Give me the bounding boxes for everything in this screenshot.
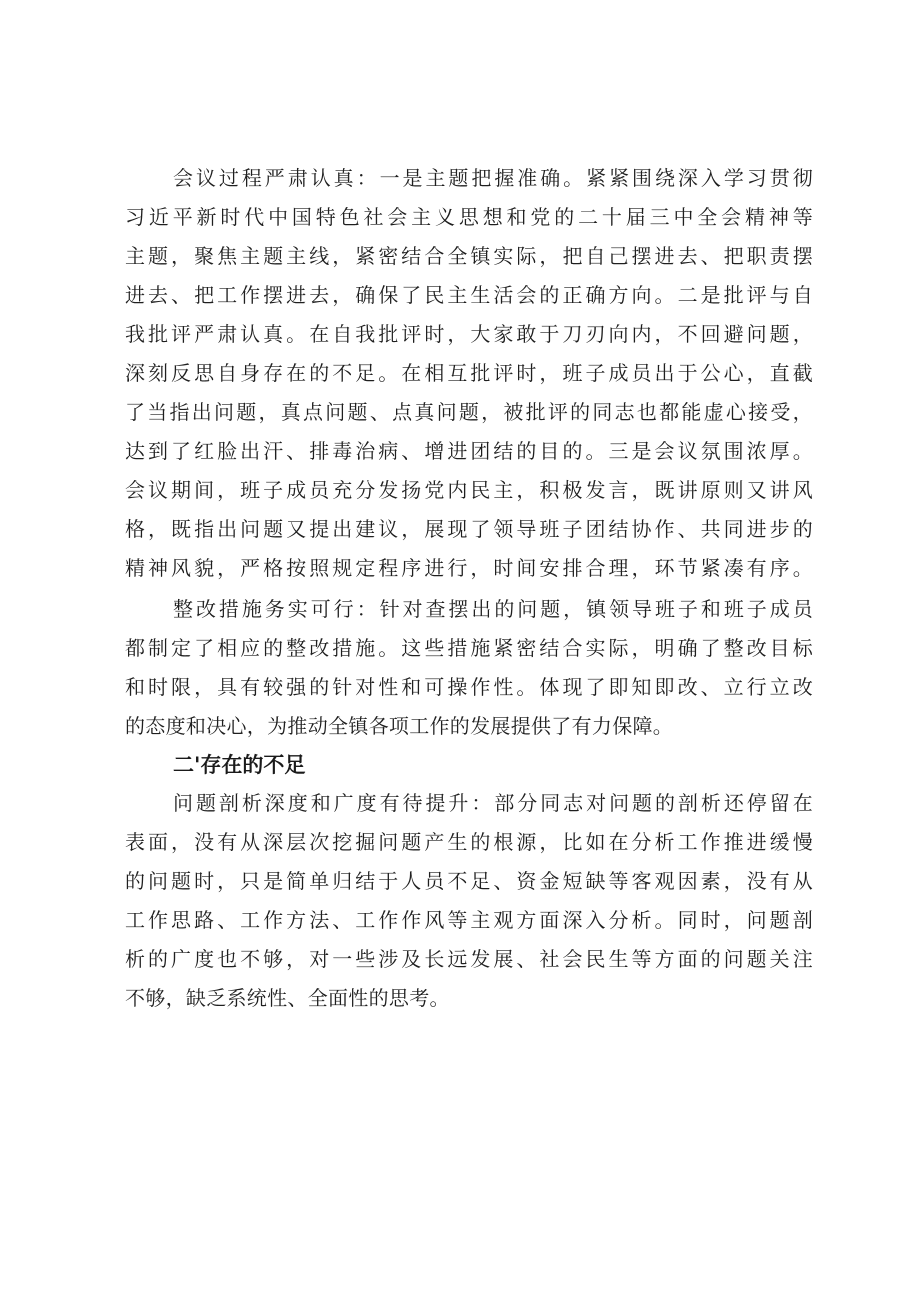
section-heading: 二'存在的不足 xyxy=(173,753,306,777)
document-page xyxy=(125,159,813,1018)
text-line: 问题剖析深度和广度有待提升：部分同志对问题的剖析还停留在 xyxy=(173,791,813,815)
text-line: 精神风貌，严格按照规定程序进行，时间安排合理，环节紧凑有序。 xyxy=(125,556,813,580)
paragraph-rectification-measures xyxy=(125,590,813,746)
text-line: 析的广度也不够，对一些涉及长远发展、社会民生等方面的问题关注 xyxy=(125,947,813,971)
text-line: 会议过程严肃认真：一是主题把握准确。紧紧围绕深入学习贯彻 xyxy=(173,166,813,190)
text-line: 进去、把工作摆进去，确保了民主生活会的正确方向。二是批评与自 xyxy=(125,283,813,307)
text-line: 的问题时，只是简单归结于人员不足、资金短缺等客观因素，没有从 xyxy=(125,869,813,893)
text-line: 都制定了相应的整改措施。这些措施紧密结合实际，明确了整改目标 xyxy=(125,636,813,660)
text-line: 格，既指出问题又提出建议，展现了领导班子团结协作、共同进步的 xyxy=(125,517,813,541)
text-line: 和时限，具有较强的针对性和可操作性。体现了即知即改、立行立改 xyxy=(125,675,813,699)
text-line: 习近平新时代中国特色社会主义思想和党的二十届三中全会精神等 xyxy=(125,205,813,229)
text-line: 表面，没有从深层次挖掘问题产生的根源，比如在分析工作推进缓慢 xyxy=(125,830,813,854)
text-line: 了当指出问题，真点问题、点真问题，被批评的同志也都能虚心接受， xyxy=(125,400,813,424)
text-line: 工作思路、工作方法、工作作风等主观方面深入分析。同时，问题剖 xyxy=(125,908,813,932)
text-line: 我批评严肃认真。在自我批评时，大家敢于刀刃向内，不回避问题， xyxy=(125,322,813,346)
paragraph-meeting-process xyxy=(125,159,813,588)
text-line: 主题，聚焦主题主线，紧密结合全镇实际，把自己摆进去、把职责摆 xyxy=(125,244,813,268)
text-line: 整改措施务实可行：针对查摆出的问题，镇领导班子和班子成员 xyxy=(173,597,813,621)
text-line: 达到了红脸出汗、排毒治病、增进团结的目的。三是会议氛围浓厚。 xyxy=(125,439,813,463)
text-line: 的态度和决心，为推动全镇各项工作的发展提供了有力保障。 xyxy=(125,714,674,738)
text-line: 会议期间，班子成员充分发扬党内民主，积极发言，既讲原则又讲风 xyxy=(125,478,813,502)
paragraph-problem-analysis xyxy=(125,784,813,1018)
text-line: 不够，缺乏系统性、全面性的思考。 xyxy=(125,986,450,1010)
text-line: 深刻反思自身存在的不足。在相互批评时，班子成员出于公心，直截 xyxy=(125,361,813,385)
